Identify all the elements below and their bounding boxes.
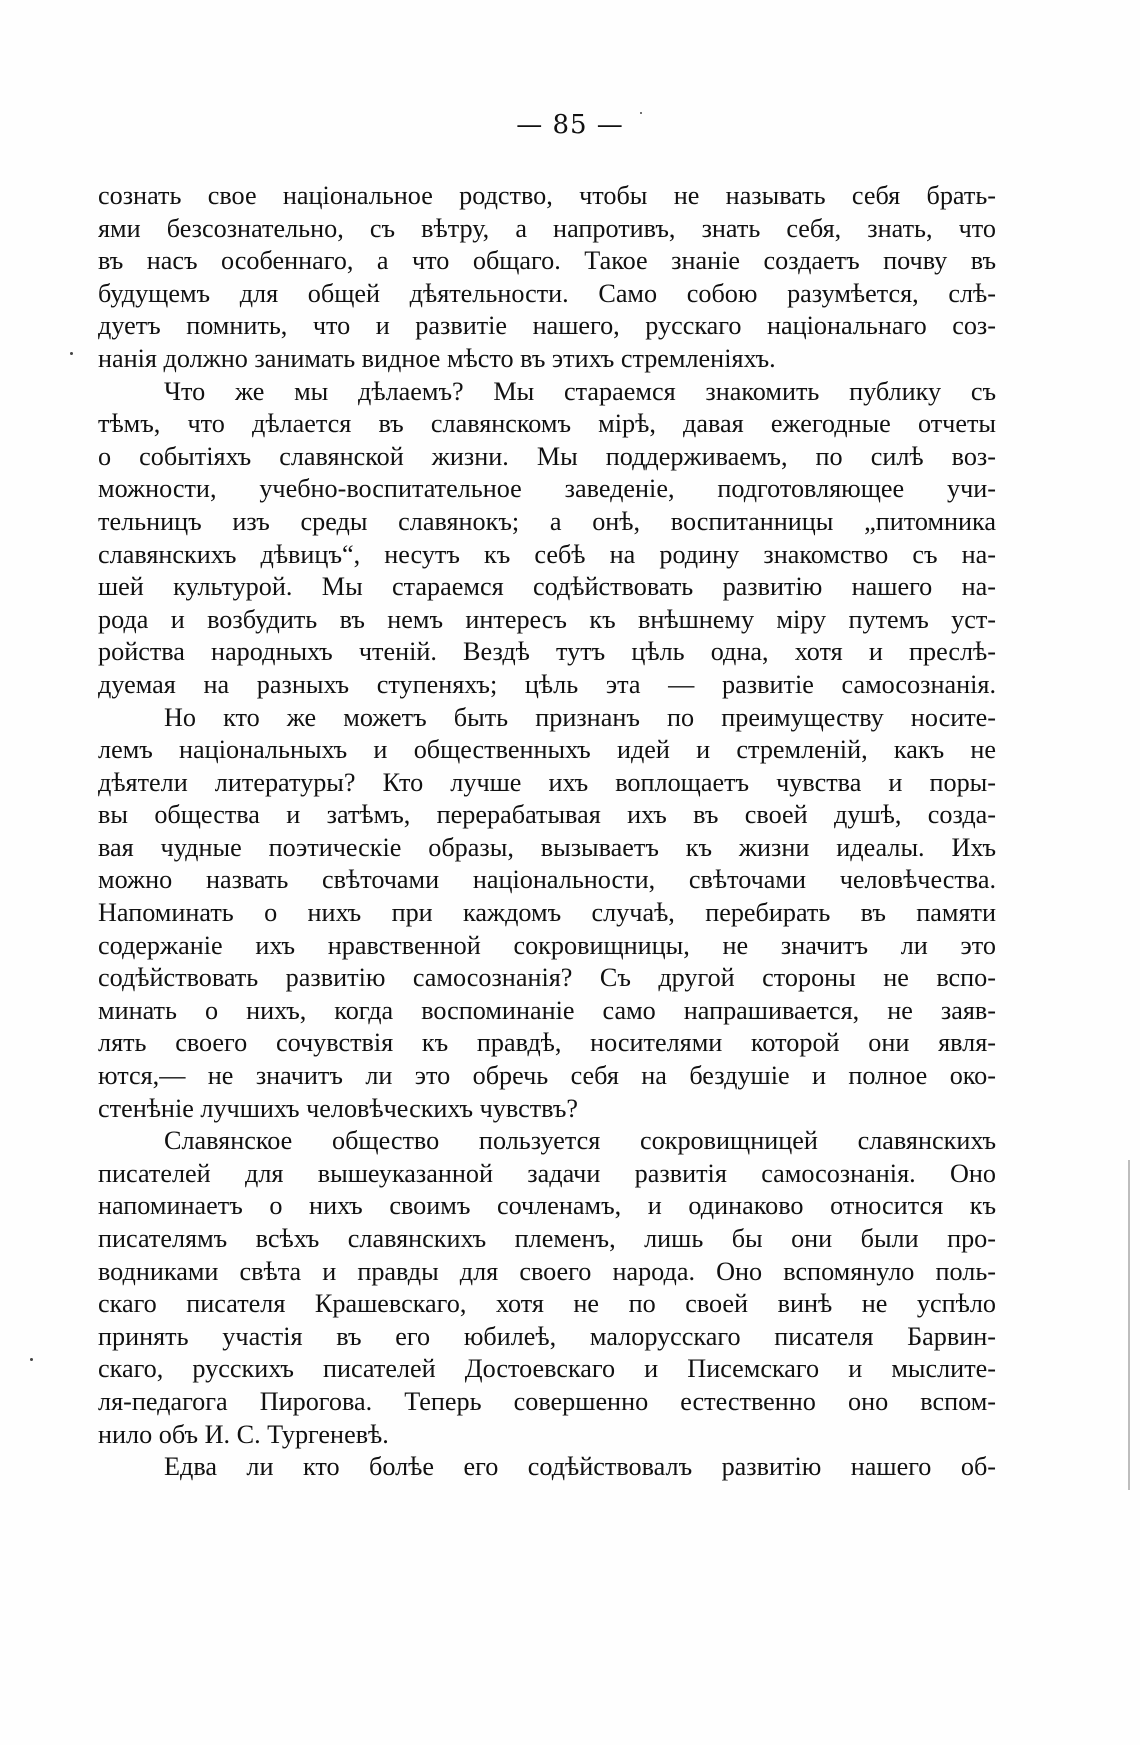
body-text: [98, 180, 996, 1484]
text-line: тельницъ изъ среды славянокъ; а онѣ, воспитанницы „питомника: [98, 506, 996, 536]
text-line: дуетъ помнить, что и развитіе нашего, русскаго національнаго соз-: [98, 311, 996, 341]
paragraph-1: [98, 180, 996, 376]
text-line: принять участія въ его юбилеѣ, малорусскаго писателя Барвин-: [98, 1321, 996, 1351]
text-line: Но кто же можетъ быть признанъ по преимуществу носите-: [164, 702, 996, 732]
paragraph-3: [98, 702, 996, 1126]
scan-speck: [640, 112, 642, 114]
text-line: ями безсознательно, съ вѣтру, а напротивъ, знать себя, знать, что: [98, 213, 996, 243]
text-line: будущемъ для общей дѣятельности. Само собою разумѣется, слѣ-: [98, 278, 996, 308]
text-line: содержаніе ихъ нравственной сокровищницы, не значитъ ли это: [98, 930, 996, 960]
text-line: тѣмъ, что дѣлается въ славянскомъ мірѣ, давая ежегодные отчеты: [98, 409, 996, 439]
text-line: скаго писателя Крашевскаго, хотя не по своей винѣ не успѣло: [98, 1289, 996, 1319]
text-line: славянскихъ дѣвицъ“, несутъ къ себѣ на родину знакомство съ на-: [98, 539, 996, 569]
text-line: вы общества и затѣмъ, перерабатывая ихъ въ своей душѣ, созда-: [98, 800, 996, 830]
scan-speck: [30, 1358, 33, 1361]
text-line: о событіяхъ славянской жизни. Мы поддерживаемъ, по силѣ воз-: [98, 441, 996, 471]
text-line: ются,— не значитъ ли это обречь себя на бездушіе и полное око-: [98, 1061, 996, 1091]
scan-edge-mark: [1128, 1160, 1130, 1490]
page-number: — 85 —: [516, 110, 624, 140]
text-line: нанія должно занимать видное мѣсто въ этихъ стремленіяхъ.: [98, 343, 776, 373]
paragraph-4: [98, 1125, 996, 1451]
text-line: вая чудные поэтическіе образы, вызываетъ къ жизни идеалы. Ихъ: [98, 832, 996, 862]
scan-speck: [70, 352, 73, 355]
text-line: рода и возбудить въ немъ интересъ къ внѣшнему міру путемъ уст-: [98, 604, 996, 634]
text-line: стенѣніе лучшихъ человѣческихъ чувствъ?: [98, 1093, 579, 1123]
text-line: ройства народныхъ чтеній. Вездѣ тутъ цѣль одна, хотя и преслѣ-: [98, 637, 996, 667]
text-line: дуемая на разныхъ ступеняхъ; цѣль эта — развитіе самосознанія.: [98, 669, 996, 699]
text-line: можности, учебно-воспитательное заведеніе, подготовляющее учи-: [98, 474, 996, 504]
paragraph-2: [98, 376, 996, 702]
text-line: напоминаетъ о нихъ своимъ сочленамъ, и одинаково относится къ: [98, 1191, 996, 1221]
text-line: Едва ли кто болѣе его содѣйствовалъ развитію нашего об-: [164, 1452, 996, 1482]
text-line: ля-педагога Пирогова. Теперь совершенно естественно оно вспом-: [98, 1386, 996, 1416]
paragraph-5: [98, 1451, 996, 1484]
text-line: лемъ національныхъ и общественныхъ идей и стремленій, какъ не: [98, 735, 996, 765]
text-line: писателей для вышеуказанной задачи развитія самосознанія. Оно: [98, 1158, 996, 1188]
text-line: лять своего сочувствія къ правдѣ, носителями которой они явля-: [98, 1028, 996, 1058]
text-line: дѣятели литературы? Кто лучше ихъ воплощаетъ чувства и поры-: [98, 767, 996, 797]
text-line: Напоминать о нихъ при каждомъ случаѣ, перебирать въ памяти: [98, 898, 996, 928]
text-line: шей культурой. Мы стараемся содѣйствовать развитію нашего на-: [98, 572, 996, 602]
text-line: скаго, русскихъ писателей Достоевскаго и Писемскаго и мыслите-: [98, 1354, 996, 1384]
text-line: Что же мы дѣлаемъ? Мы стараемся знакомить публику съ: [164, 376, 996, 406]
text-line: минать о нихъ, когда воспоминаніе само напрашивается, не заяв-: [98, 995, 996, 1025]
text-line: въ насъ особеннаго, а что общаго. Такое знаніе создаетъ почву въ: [98, 246, 996, 276]
text-line: нило объ И. С. Тургеневѣ.: [98, 1419, 389, 1449]
text-line: сознать свое національное родство, чтобы не называть себя брать-: [98, 181, 996, 210]
text-line: писателямъ всѣхъ славянскихъ племенъ, лишь бы они были про-: [98, 1224, 996, 1253]
text-line: водниками свѣта и правды для своего народа. Оно вспомянуло поль-: [98, 1256, 996, 1286]
text-line: содѣйствовать развитію самосознанія? Съ другой стороны не вспо-: [98, 963, 996, 993]
text-line: Славянское общество пользуется сокровищницей славянскихъ: [164, 1126, 996, 1156]
text-line: можно назвать свѣточами національности, свѣточами человѣчества.: [98, 865, 996, 895]
